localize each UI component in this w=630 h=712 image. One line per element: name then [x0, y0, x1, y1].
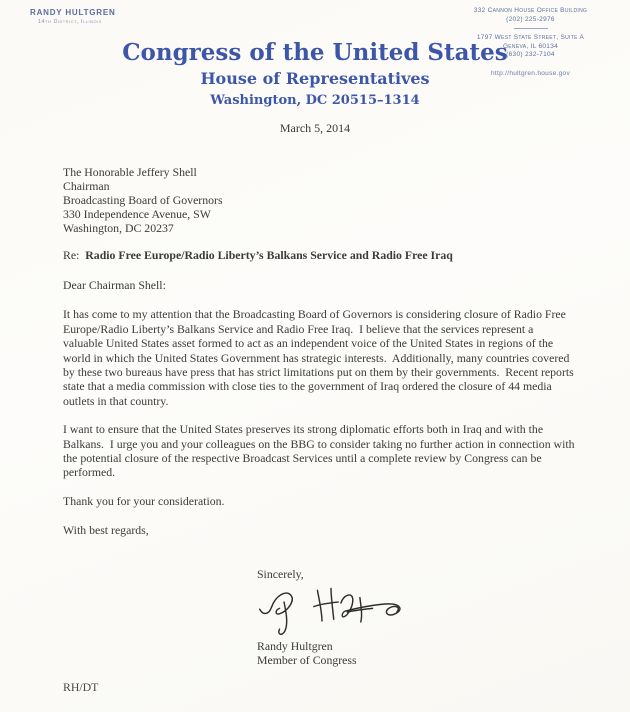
member-name: RANDY HULTGREN: [30, 8, 116, 17]
dc-office-address: 332 Cannon House Office Building: [473, 7, 588, 14]
district-office-phone: (630) 232-7104: [506, 51, 555, 58]
regards-line: With best regards,: [63, 522, 149, 537]
salutation: Dear Chairman Shell:: [63, 278, 166, 293]
re-line: [63, 249, 575, 263]
house-subtitle: House of Representatives: [200, 69, 430, 88]
signoff-line: Sincerely,: [257, 567, 304, 581]
handwritten-signature: [251, 584, 411, 640]
recipient-street: 330 Independence Avenue, SW: [63, 206, 211, 221]
body-paragraph-2: I want to ensure that the United States preserves its strong diplomatic efforts both in Iraq and with the Balkans. I urge you and your colleagues on the BBG to consider taking no further action in connection with the potential closure of the respective Broadcast Services until a complete review by Congress can be performed.: [63, 422, 578, 480]
thanks-line: Thank you for your consideration.: [63, 493, 225, 508]
recipient-name: The Honorable Jeffery Shell: [63, 165, 197, 179]
recipient-city: Washington, DC 20237: [63, 220, 174, 235]
district-office-address1: 1797 West State Street, Suite A: [476, 34, 585, 41]
member-website: http://hultgren.house.gov: [490, 69, 571, 77]
recipient-block: [63, 166, 575, 236]
body-paragraph-1: It has come to my attention that the Broadcasting Board of Governors is considering closure of Radio Free Europe/Radio Liberty’s Balkans Service and Radio Free Iraq. I believe that the services represent a valuable United States asset formed to act as an independent voice of the United States in regions of the world in which the United States Government has strategic interests. Additionally, many countries covered by these two bureaus have press that has strict limitations put on them by their governments. Recent reports state that a media commission with close ties to the government of Iraq ordered the closure of 44 media outlets in that country.: [63, 307, 577, 408]
letterhead-title: [0, 40, 630, 109]
district-office-address2: Geneva, IL 60134: [502, 42, 559, 50]
signature-block: [257, 567, 411, 667]
recipient-title: Chairman: [63, 178, 110, 193]
signer-title: Member of Congress: [257, 653, 357, 667]
member-block: [30, 8, 116, 25]
reference-initials: RH/DT: [63, 680, 99, 694]
washington-address: Washington, DC 20515–1314: [210, 93, 420, 108]
address-divider: [514, 28, 548, 29]
signer-name: Randy Hultgren: [257, 639, 333, 653]
dc-office-phone: (202) 225-2976: [506, 15, 555, 23]
re-label: Re:: [63, 247, 86, 262]
letter-date: March 5, 2014: [279, 121, 351, 135]
recipient-organization: Broadcasting Board of Governors: [63, 192, 223, 207]
letter-content: [63, 165, 578, 538]
congress-title: Congress of the United States: [122, 39, 508, 66]
member-district: 14th District, Illinois: [38, 19, 102, 25]
re-subject: Radio Free Europe/Radio Liberty’s Balkans Service and Radio Free Iraq: [85, 247, 453, 262]
